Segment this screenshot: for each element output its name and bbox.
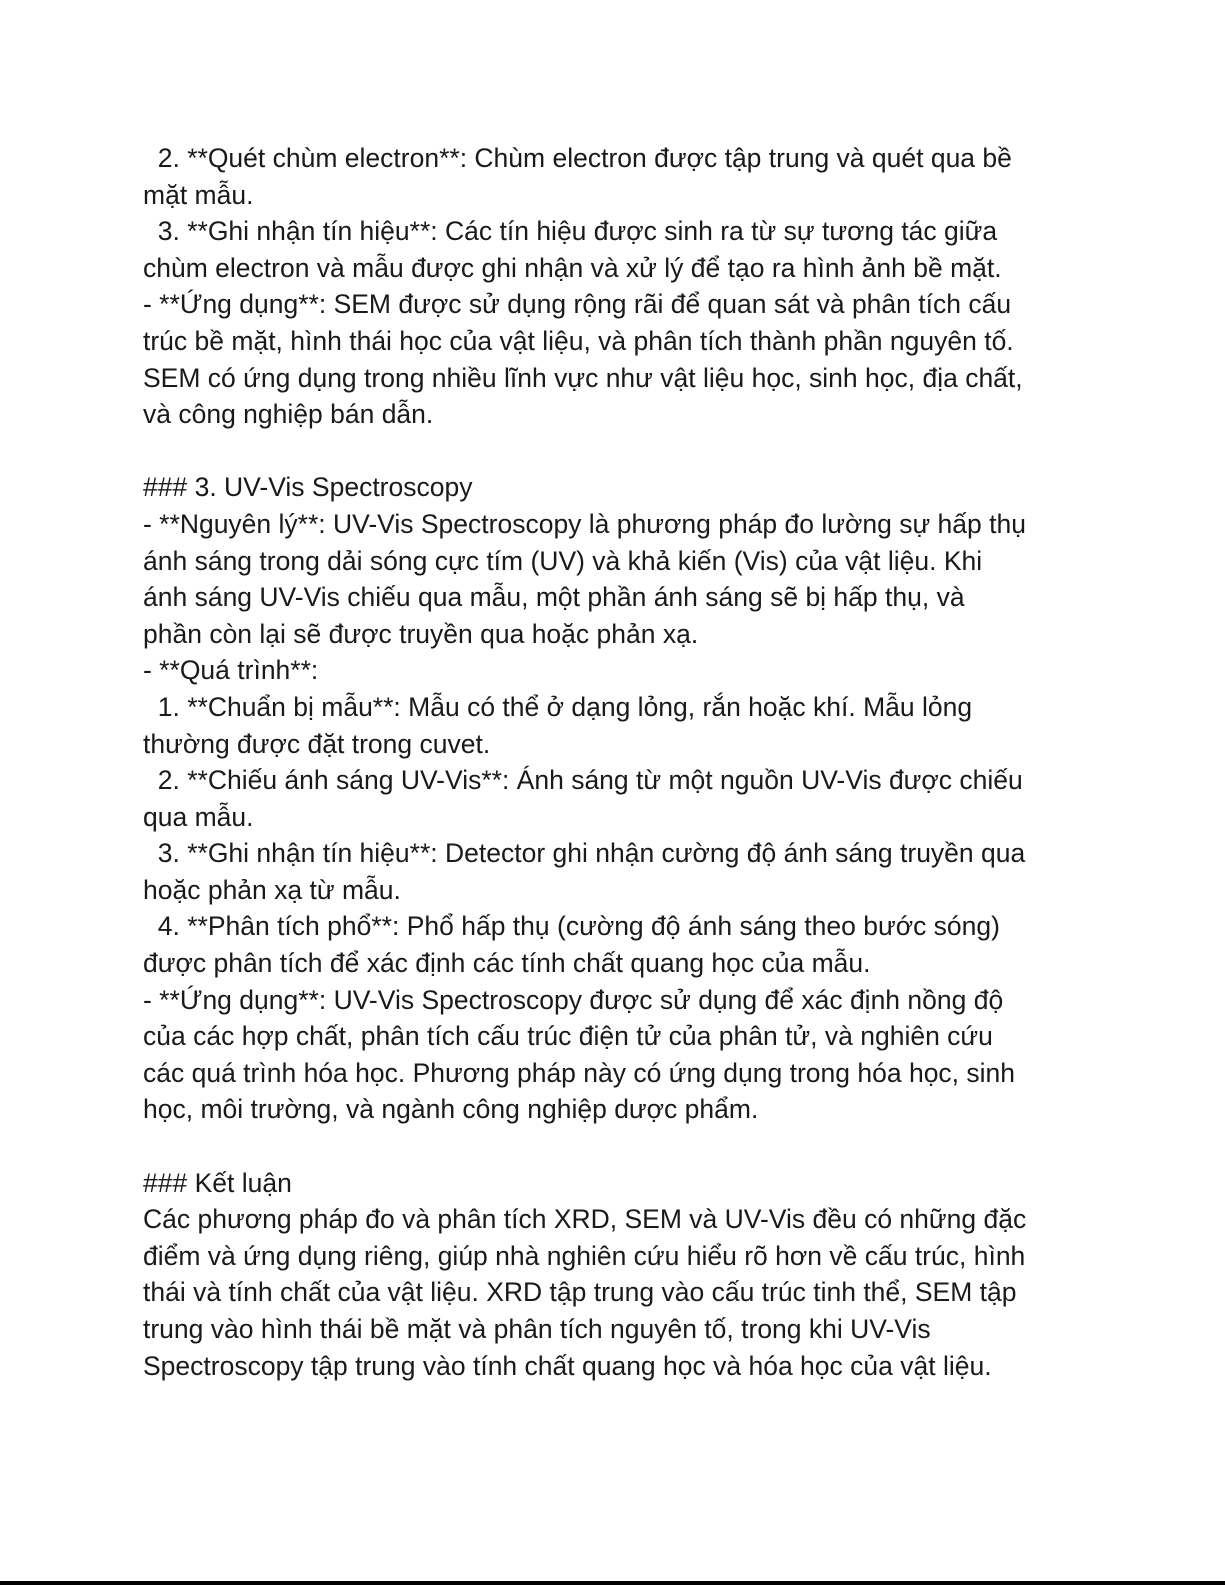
text-line: và công nghiệp bán dẫn. (143, 399, 434, 430)
text-line: ánh sáng trong dải sóng cực tím (UV) và khả kiến (Vis) của vật liệu. Khi (143, 545, 983, 576)
text-line: - **Quá trình**: (143, 655, 319, 686)
text-line: - **Nguyên lý**: UV-Vis Spectroscopy là phương pháp đo lường sự hấp thụ (143, 508, 1026, 539)
text-line: 2. **Quét chùm electron**: Chùm electron được tập trung và quét qua bề (143, 143, 1012, 173)
text-line: chùm electron và mẫu được ghi nhận và xử lý để tạo ra hình ảnh bề mặt. (143, 252, 1002, 283)
document-body (143, 140, 1083, 1384)
text-line: trung vào hình thái bề mặt và phân tích nguyên tố, trong khi UV-Vis (143, 1314, 931, 1344)
text-line: 3. **Ghi nhận tín hiệu**: Các tín hiệu được sinh ra từ sự tương tác giữa (143, 216, 998, 247)
text-line: hoặc phản xạ từ mẫu. (143, 874, 401, 905)
text-line: thái và tính chất của vật liệu. XRD tập trung vào cấu trúc tinh thể, SEM tập (143, 1277, 1017, 1308)
text-line: điểm và ứng dụng riêng, giúp nhà nghiên cứu hiểu rõ hơn về cấu trúc, hình (143, 1240, 1026, 1271)
text-line: Spectroscopy tập trung vào tính chất quang học và hóa học của vật liệu. (143, 1350, 992, 1381)
text-line: 1. **Chuẩn bị mẫu**: Mẫu có thể ở dạng lỏng, rắn hoặc khí. Mẫu lỏng (143, 691, 973, 722)
text-line: phần còn lại sẽ được truyền qua hoặc phản xạ. (143, 618, 699, 649)
text-line: Các phương pháp đo và phân tích XRD, SEM và UV-Vis đều có những đặc (143, 1204, 1027, 1235)
text-line: học, môi trường, và ngành công nghiệp dược phẩm. (143, 1094, 759, 1125)
text-line: các quá trình hóa học. Phương pháp này có ứng dụng trong hóa học, sinh (143, 1057, 1016, 1088)
text-line: - **Ứng dụng**: UV-Vis Spectroscopy được sử dụng để xác định nồng độ (143, 984, 1004, 1015)
text-line: thường được đặt trong cuvet. (143, 728, 491, 759)
text-line: ánh sáng UV-Vis chiếu qua mẫu, một phần ánh sáng sẽ bị hấp thụ, và (143, 582, 965, 613)
text-line: mặt mẫu. (143, 179, 254, 210)
text-line: 4. **Phân tích phổ**: Phổ hấp thụ (cường độ ánh sáng theo bước sóng) (143, 911, 1000, 942)
text-line: 3. **Ghi nhận tín hiệu**: Detector ghi nhận cường độ ánh sáng truyền qua (143, 838, 1026, 869)
section-heading: ### 3. UV-Vis Spectroscopy (143, 472, 473, 503)
text-line: của các hợp chất, phân tích cấu trúc điện tử của phân tử, và nghiên cứu (143, 1021, 993, 1052)
text-line: trúc bề mặt, hình thái học của vật liệu, và phân tích thành phần nguyên tố. (143, 325, 1014, 356)
blank-line (143, 433, 1083, 470)
text-line: 2. **Chiếu ánh sáng UV-Vis**: Ánh sáng từ một nguồn UV-Vis được chiếu (143, 765, 1023, 796)
text-line: qua mẫu. (143, 801, 254, 832)
page-bottom-edge (0, 1581, 1225, 1585)
blank-line (143, 1128, 1083, 1165)
text-line: SEM có ứng dụng trong nhiều lĩnh vực như vật liệu học, sinh học, địa chất, (143, 362, 1023, 393)
text-line: được phân tích để xác định các tính chất quang học của mẫu. (143, 948, 871, 979)
text-line: - **Ứng dụng**: SEM được sử dụng rộng rãi để quan sát và phân tích cấu (143, 289, 1012, 320)
section-heading: ### Kết luận (143, 1167, 292, 1198)
